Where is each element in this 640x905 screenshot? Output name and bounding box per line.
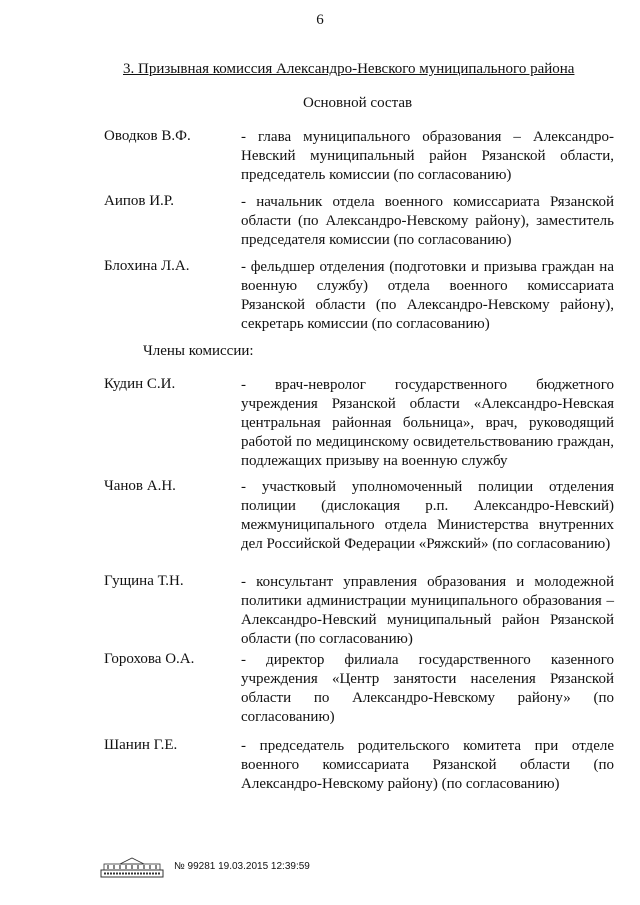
building-stamp-icon — [100, 856, 164, 878]
member-role: - директор филиала государственного казенного учреждения «Центр занятости населения Рязанской области по Александро-Невскому району» (по согласованию) — [241, 652, 614, 725]
section-heading: 3. Призывная комиссия Александро-Невского муниципального района — [123, 61, 575, 77]
document-stamp: № 99281 19.03.2015 12:39:59 — [174, 861, 310, 872]
member-role: - консультант управления образования и молодежной политики администрации муниципального образования – Александро-Невский муниципальный район Рязанской области (по согласованию) — [241, 574, 614, 647]
member-name: Горохова О.А. — [104, 651, 195, 667]
member-name: Аипов И.Р. — [104, 193, 175, 209]
member-role: - участковый уполномоченный полиции отделения полиции (дислокация р.п. Александро-Невский) межмуниципального отдела Министерства внутренних дел Российской Федерации «Ряжский» (по согласованию) — [241, 479, 614, 552]
member-name: Кудин С.И. — [104, 376, 176, 392]
member-name: Блохина Л.А. — [104, 258, 190, 274]
member-role: - фельдшер отделения (подготовки и призыва граждан на военную службу) отдела военного комиссариата Рязанской области (по Александро-Невскому району), секретарь комиссии (по согласованию) — [241, 259, 614, 332]
member-role: - председатель родительского комитета при отделе военного комиссариата Рязанской области (по Александро-Невскому району) (по согласованию) — [241, 738, 614, 792]
member-name: Оводков В.Ф. — [104, 128, 191, 144]
members-label: Члены комиссии: — [143, 343, 254, 359]
member-role: - начальник отдела военного комиссариата Рязанской области (по Александро-Невскому району), заместитель председателя комиссии (по согласованию) — [241, 194, 614, 248]
main-composition-subheading: Основной состав — [303, 95, 413, 111]
member-name: Чанов А.Н. — [104, 478, 176, 494]
member-role: - глава муниципального образования – Александро-Невский муниципальный район Рязанской области, председатель комиссии (по согласованию) — [241, 129, 614, 183]
page-number: 6 — [316, 12, 324, 28]
member-role: - врач-невролог государственного бюджетного учреждения Рязанской области «Александро-Невская центральная районная больница», врач, руководящий работой по медицинскому освидетельствованию граждан, подлежащих призыву на военную службу — [241, 377, 614, 469]
member-name: Гущина Т.Н. — [104, 573, 184, 589]
member-name: Шанин Г.Е. — [104, 737, 178, 753]
